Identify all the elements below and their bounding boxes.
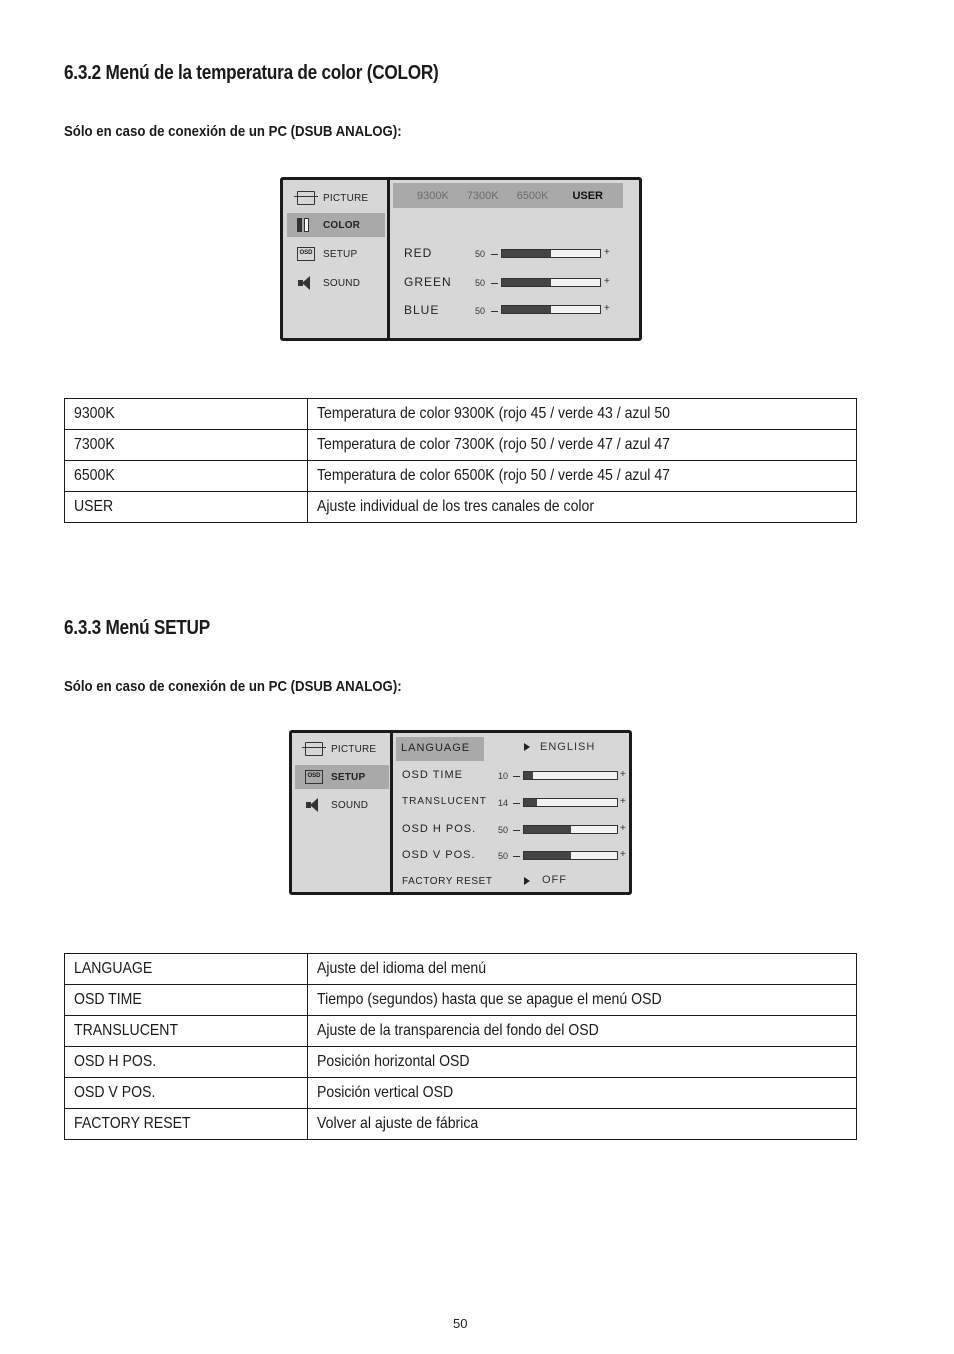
channel-label-green: GREEN	[404, 275, 452, 289]
minus-icon	[491, 254, 498, 255]
osd-menu-setup	[295, 765, 389, 789]
plus-icon: +	[604, 276, 610, 287]
osd-menu-label: PICTURE	[323, 192, 369, 204]
osd-menu-label: SETUP	[323, 248, 358, 260]
table-cell: TRANSLUCENT	[74, 1022, 179, 1039]
section-subheading-setup: Sólo en caso de conexión de un PC (DSUB ANALOG):	[64, 678, 402, 695]
plus-icon: +	[620, 823, 626, 834]
table-cell: 9300K	[74, 405, 115, 422]
setup-label-osd-v-pos: OSD V POS.	[402, 849, 476, 861]
osd-setup-screen	[289, 730, 632, 895]
table-row	[65, 954, 857, 985]
osd-menu-label: SOUND	[331, 799, 369, 811]
color-temperature-table	[64, 398, 857, 523]
minus-icon	[491, 283, 498, 284]
minus-icon	[513, 830, 520, 831]
table-cell: OSD H POS.	[74, 1053, 157, 1070]
plus-icon: +	[620, 769, 626, 780]
section-subheading-color: Sólo en caso de conexión de un PC (DSUB ANALOG):	[64, 123, 402, 140]
color-icon	[297, 218, 315, 232]
table-cell: Volver al ajuste de fábrica	[317, 1115, 479, 1132]
table-cell: 6500K	[74, 467, 115, 484]
table-cell: Temperatura de color 6500K (rojo 50 / verde 45 / azul 47	[317, 467, 670, 484]
osd-menu-sound	[295, 793, 389, 817]
osd-menu-label: COLOR	[323, 219, 361, 231]
osd-menu-setup	[287, 242, 385, 266]
picture-icon	[305, 742, 323, 756]
table-cell: 7300K	[74, 436, 115, 453]
setup-value-osd-h-pos: 50	[498, 825, 509, 835]
setup-label-translucent: TRANSLUCENT	[402, 796, 487, 807]
osd-icon: OSD	[297, 247, 315, 261]
minus-icon	[513, 776, 520, 777]
osd-menu-picture	[287, 186, 385, 210]
table-cell: LANGUAGE	[74, 960, 153, 977]
table-row	[65, 430, 857, 461]
table-cell: Ajuste individual de los tres canales de color	[317, 498, 595, 515]
table-cell: OSD V POS.	[74, 1084, 156, 1101]
table-row	[65, 985, 857, 1016]
table-cell: OSD TIME	[74, 991, 142, 1008]
minus-icon	[491, 311, 498, 312]
osd-menu-picture	[295, 737, 389, 761]
osd-menu-sound	[287, 271, 385, 295]
osd-icon: OSD	[305, 770, 323, 784]
plus-icon: +	[604, 247, 610, 258]
minus-icon	[513, 803, 520, 804]
table-row	[65, 1047, 857, 1078]
arrow-right-icon	[524, 877, 530, 885]
osd-color-screen	[280, 177, 642, 341]
table-cell: Temperatura de color 7300K (rojo 50 / verde 47 / azul 47	[317, 436, 670, 453]
setup-bar-osd-time	[523, 771, 618, 780]
table-cell: Posición vertical OSD	[317, 1084, 454, 1101]
setup-value-osd-v-pos: 50	[498, 851, 509, 861]
color-temperature-tabs	[393, 183, 623, 208]
page-number: 50	[453, 1316, 468, 1331]
table-row	[65, 461, 857, 492]
channel-value-red: 50	[475, 249, 486, 259]
setup-bar-osd-h-pos	[523, 825, 618, 834]
setup-label-factory-reset: FACTORY RESET	[402, 876, 493, 887]
osd-menu-label: SOUND	[323, 277, 361, 289]
setup-label-language: LANGUAGE	[401, 742, 471, 754]
table-row	[65, 1109, 857, 1140]
speaker-icon	[305, 798, 323, 812]
osd-menu-color	[287, 213, 385, 237]
table-row	[65, 1016, 857, 1047]
arrow-right-icon	[524, 743, 530, 751]
setup-bar-osd-v-pos	[523, 851, 618, 860]
section-heading-setup: 6.3.3 Menú SETUP	[64, 617, 210, 639]
tab-6500k: 6500K	[516, 189, 549, 202]
tab-9300k: 9300K	[417, 189, 449, 202]
table-cell: Posición horizontal OSD	[317, 1053, 470, 1070]
channel-bar-red	[501, 249, 601, 258]
channel-label-red: RED	[404, 246, 433, 260]
channel-bar-blue	[501, 305, 601, 314]
setup-value-factory-reset: OFF	[542, 874, 567, 886]
tab-user: USER	[572, 189, 603, 202]
table-row	[65, 399, 857, 430]
speaker-icon	[297, 276, 315, 290]
channel-label-blue: BLUE	[404, 303, 440, 317]
setup-value-translucent: 14	[498, 798, 509, 808]
table-cell: USER	[74, 498, 114, 515]
osd-menu-label: PICTURE	[331, 743, 377, 755]
setup-value-language: ENGLISH	[540, 741, 596, 753]
plus-icon: +	[620, 849, 626, 860]
setup-value-osd-time: 10	[498, 771, 509, 781]
minus-icon	[513, 856, 520, 857]
channel-bar-green	[501, 278, 601, 287]
table-cell: Tiempo (segundos) hasta que se apague el menú OSD	[317, 991, 662, 1008]
setup-bar-translucent	[523, 798, 618, 807]
channel-value-blue: 50	[475, 306, 486, 316]
channel-value-green: 50	[475, 278, 486, 288]
plus-icon: +	[604, 303, 610, 314]
table-row	[65, 1078, 857, 1109]
table-cell: Temperatura de color 9300K (rojo 45 / verde 43 / azul 50	[317, 405, 670, 422]
table-cell: Ajuste del idioma del menú	[317, 960, 487, 977]
setup-table	[64, 953, 857, 1140]
osd-menu-label: SETUP	[331, 771, 366, 783]
section-heading-color: 6.3.2 Menú de la temperatura de color (COLOR)	[64, 62, 439, 84]
table-row	[65, 492, 857, 523]
setup-label-osd-h-pos: OSD H POS.	[402, 823, 477, 835]
picture-icon	[297, 191, 315, 205]
setup-label-osd-time: OSD TIME	[402, 769, 463, 781]
plus-icon: +	[620, 796, 626, 807]
table-cell: Ajuste de la transparencia del fondo del OSD	[317, 1022, 599, 1039]
tab-7300k: 7300K	[466, 189, 499, 202]
table-cell: FACTORY RESET	[74, 1115, 191, 1132]
